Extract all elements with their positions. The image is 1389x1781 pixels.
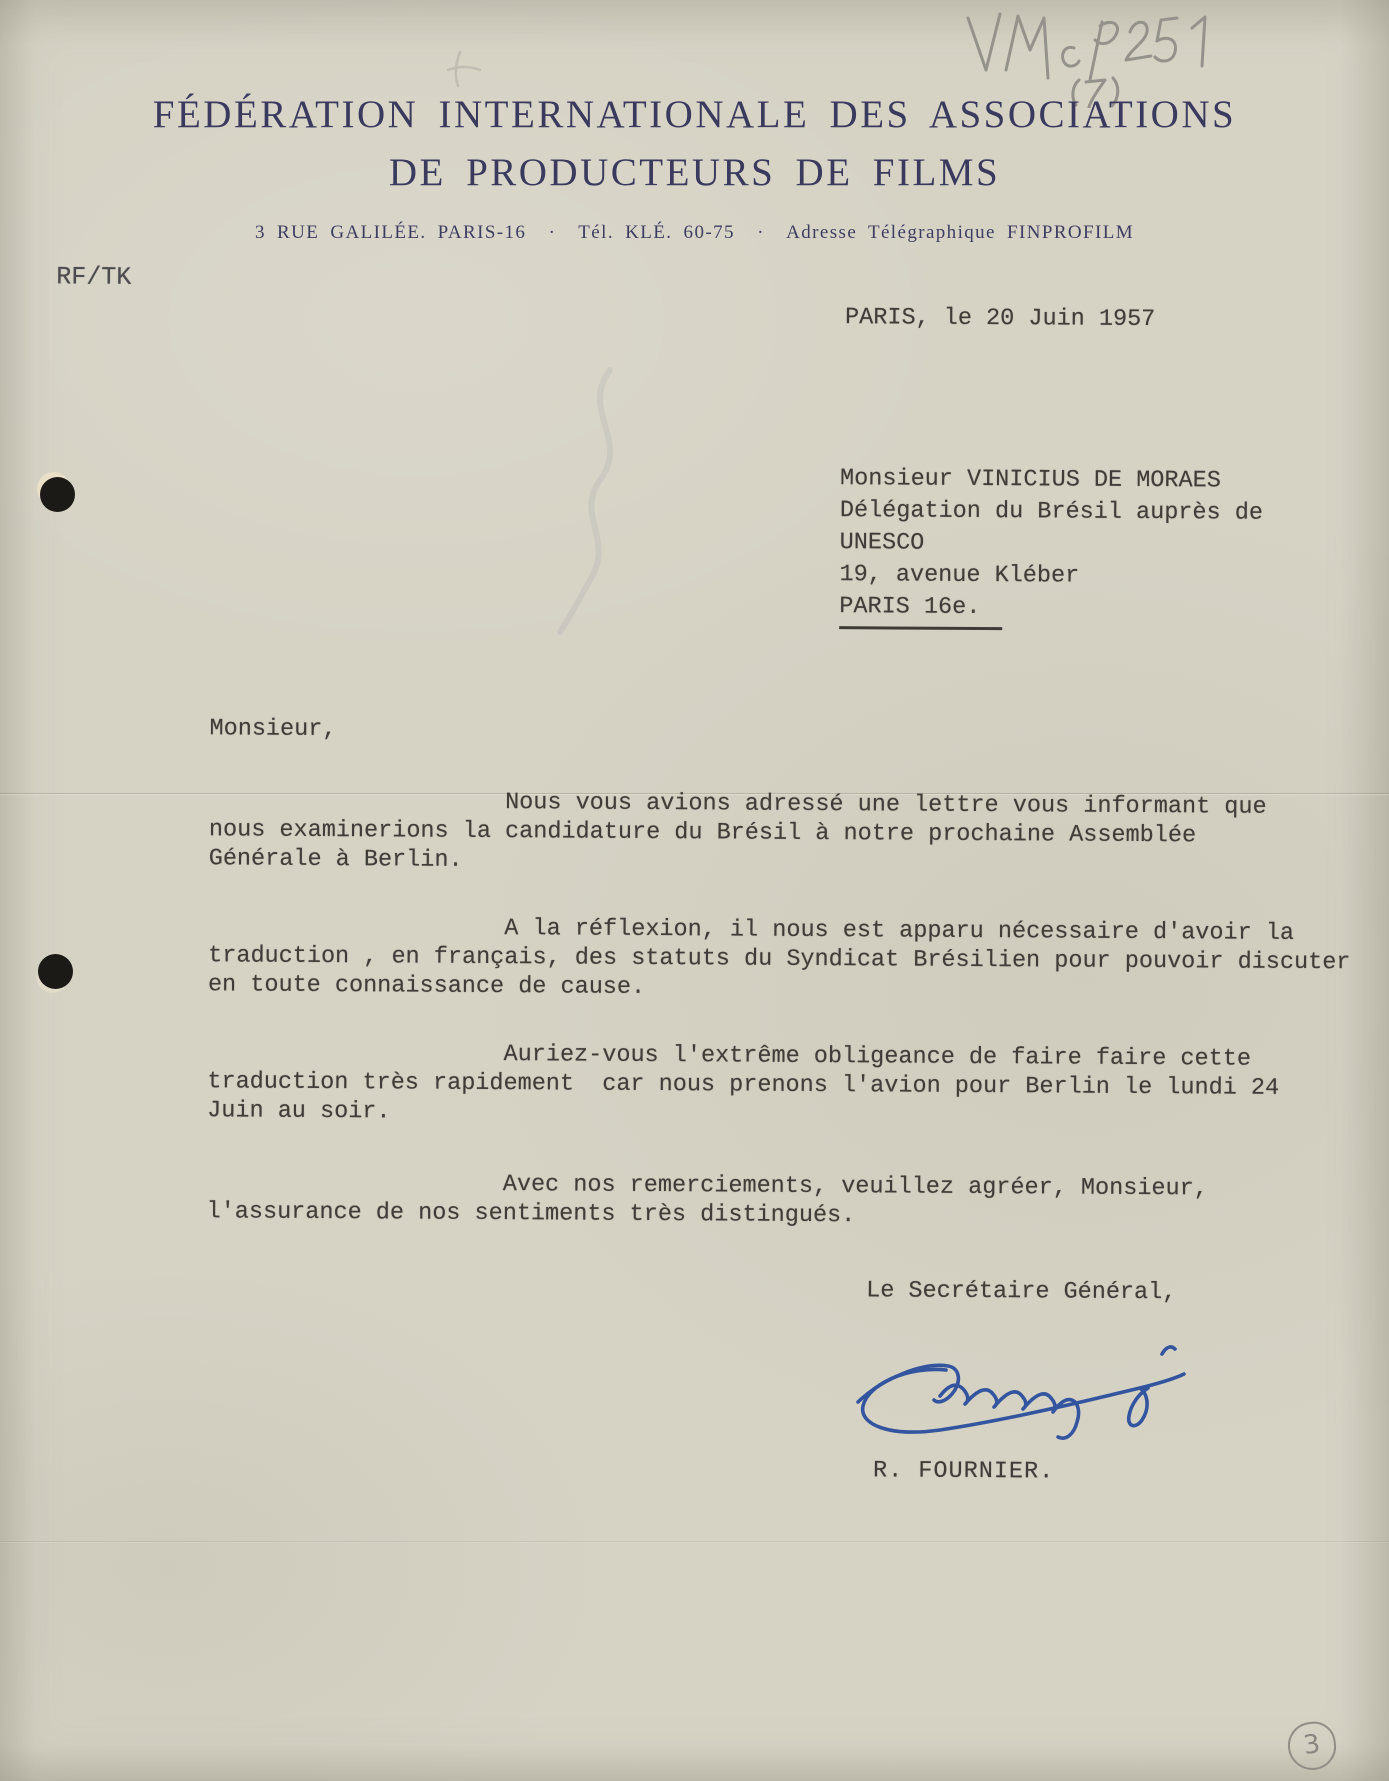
paragraph-line: Juin au soir. [207,1097,391,1126]
paragraph-line: l'assurance de nos sentiments très distingués. [206,1198,856,1230]
dateline: PARIS, le 20 Juin 1957 [844,304,1156,334]
signature-icon [828,1338,1198,1463]
paragraph-line: nous examinerions la candidature du Brésil à notre prochaine Assemblée [208,816,1197,850]
reference-initials: RF/TK [56,262,132,292]
paragraph-line: en toute connaissance de cause. [207,971,646,1001]
paragraph-line: Auriez-vous l'extrême obligeance de faire faire cette [503,1041,1252,1073]
recipient-city: PARIS 16e. [839,591,1002,630]
recipient-address-block [839,463,1263,632]
letterhead-org-name-line1: FÉDÉRATION INTERNATIONALE DES ASSOCIATIONS [152,93,1237,136]
salutation: Monsieur, [209,715,337,744]
paragraph-line: Générale à Berlin. [208,845,463,874]
body-paragraph-2 [208,912,1369,1006]
paragraph-line: traduction très rapidement car nous prenons l'avion pour Berlin le lundi 24 [207,1068,1280,1102]
paragraph-line: Nous vous avions adressé une lettre vous informant que [505,789,1267,821]
paragraph-line: A la réflexion, il nous est apparu nécessaire d'avoir la [504,915,1295,947]
closing-role-line: Le Secrétaire Général, [866,1277,1177,1307]
recipient-name: Monsieur VINICIUS DE MORAES [840,465,1221,495]
body-paragraph-4 [207,1168,1367,1233]
paragraph-line: Avec nos remerciements, veuillez agréer, Monsieur, [502,1171,1208,1203]
letterhead-org-name-line2: DE PRODUCTEURS DE FILMS [388,151,1001,194]
body-paragraph-1 [209,786,1370,880]
body-paragraph-3 [207,1038,1368,1132]
recipient-org2: UNESCO [839,529,925,557]
paragraph-line: traduction , en français, des statuts du Syndicat Brésilien pour pouvoir discuter [208,942,1351,977]
recipient-org: Délégation du Brésil auprès de [839,497,1264,527]
recipient-street: 19, avenue Kléber [839,561,1080,590]
signer-typed-name: R. FOURNIER. [872,1457,1055,1486]
page-number-circled: 3 [1285,1719,1339,1773]
letterhead-contact-line: 3 RUE GALILÉE. PARIS-16 · Tél. KLÉ. 60-75 · Adresse Télégraphique FINPROFILM [254,222,1135,243]
